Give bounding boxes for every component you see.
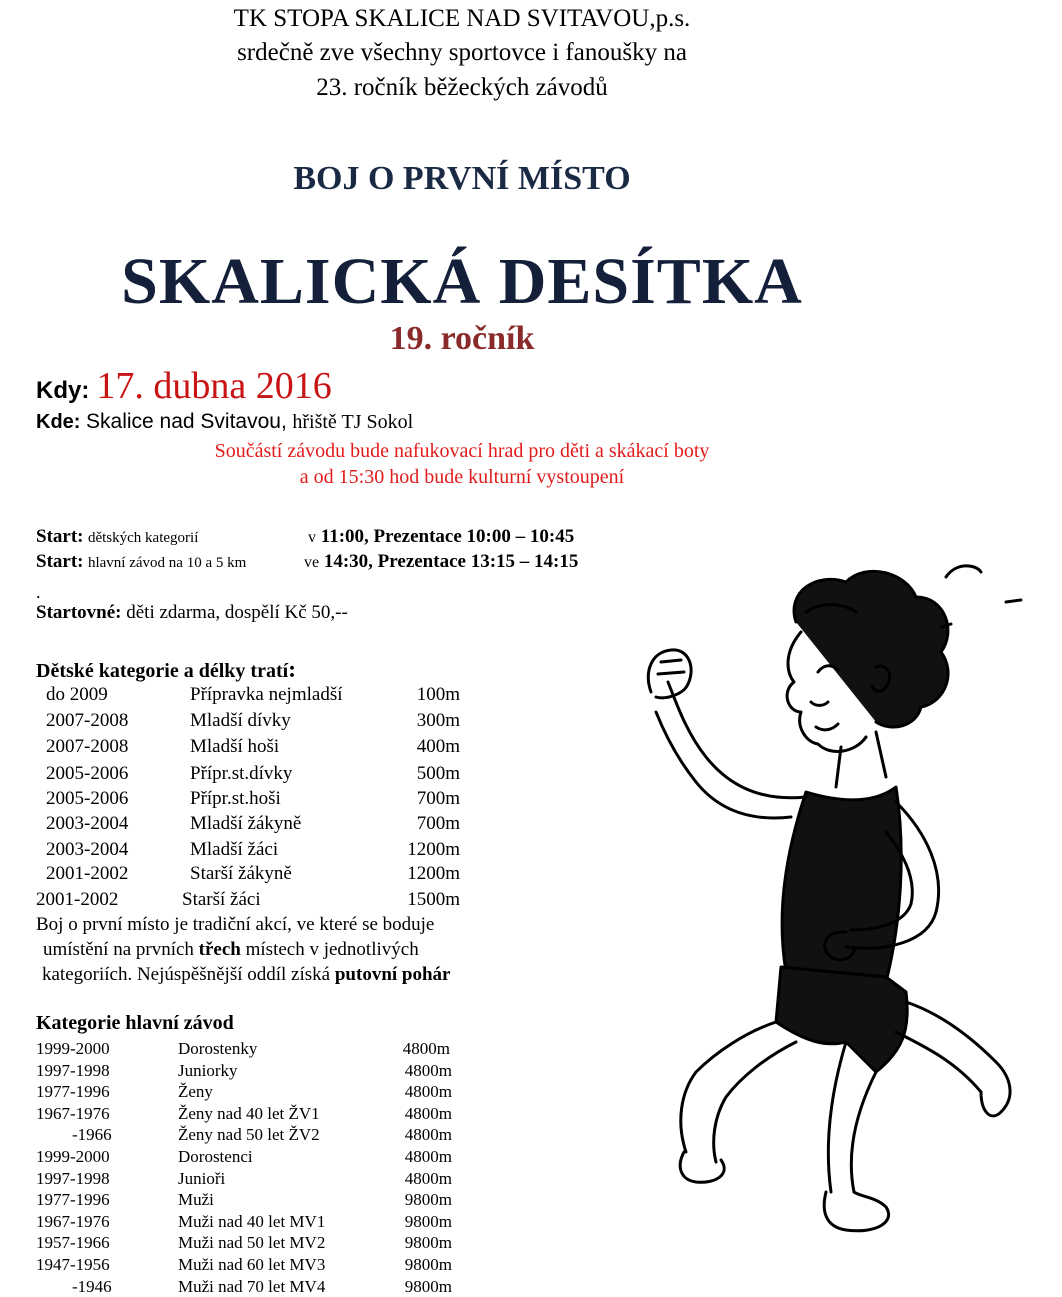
main-distance: 4800m	[402, 1039, 450, 1058]
main-category: Juniorky	[178, 1060, 238, 1080]
start-time-text: 11:00, Prezentace 10:00 – 10:45	[320, 526, 575, 547]
kids-category: Přípr.st.hoši	[190, 788, 281, 809]
header-line-3: 23. ročník běžeckých závodů	[316, 74, 608, 101]
stray-dot: .	[36, 582, 41, 602]
rules-emphasis: třech	[198, 939, 241, 960]
event-date: 17. dubna 2016	[96, 365, 332, 407]
when-line	[36, 364, 332, 408]
rules-text: kategoriích. Nejúspěšnější oddíl získá	[42, 964, 335, 985]
kids-year: 2007-2008	[46, 710, 129, 731]
start-time-text: 14:30, Prezentace 13:15 – 14:15	[323, 551, 579, 572]
rules-emphasis: putovní pohár	[334, 964, 451, 985]
main-distance: 4800m	[404, 1125, 452, 1145]
main-year: 1967-1976	[36, 1103, 110, 1123]
kids-year: 2001-2002	[36, 889, 119, 910]
main-category: Muži nad 70 let MV4	[178, 1276, 326, 1296]
fee-text: děti zdarma, dospělí Kč 50,--	[126, 602, 348, 623]
main-year: 1967-1976	[36, 1211, 110, 1231]
kids-year: 2003-2004	[46, 839, 129, 860]
kids-category: Starší žákyně	[190, 863, 292, 884]
main-distance: 9800m	[404, 1233, 452, 1253]
main-category: Ženy nad 50 let ŽV2	[178, 1125, 320, 1145]
main-year: 1957-1966	[36, 1233, 110, 1253]
main-distance: 9800m	[404, 1276, 452, 1296]
main-section-title: Kategorie hlavní závod	[36, 1012, 234, 1034]
kids-year: do 2009	[46, 684, 108, 705]
where-label: Kde:	[36, 411, 81, 433]
note-line-2: a od 15:30 hod bude kulturní vystoupení	[299, 466, 625, 488]
kids-distance: 300m	[416, 710, 460, 731]
main-category: Muži nad 40 let MV1	[178, 1211, 326, 1231]
main-distance: 4800m	[404, 1103, 452, 1123]
header-line-1: TK STOPA SKALICE NAD SVITAVOU,p.s.	[233, 5, 691, 32]
start-time	[304, 551, 578, 573]
kids-category: Mladší žáci	[190, 839, 279, 860]
kids-category: Přípr.st.dívky	[190, 763, 293, 784]
rules-text: umístění na prvních	[43, 939, 199, 960]
where-line	[36, 410, 413, 434]
kids-section-title	[36, 657, 296, 684]
rules-line-1: Boj o první místo je tradiční akcí, ve které se boduje	[36, 914, 435, 935]
where-venue: hřiště TJ Sokol	[292, 411, 414, 433]
header-line-2: srdečně zve všechny sportovce i fanoušky na	[237, 39, 687, 66]
rules-paragraph	[36, 912, 506, 987]
start-label: Start:	[36, 526, 84, 547]
main-category: Dorostenci	[178, 1147, 253, 1166]
rules-line-2	[36, 937, 506, 962]
main-year: 1999-2000	[36, 1147, 110, 1166]
main-distance: 9800m	[404, 1255, 452, 1274]
note-line-1: Součástí závodu bude nafukovací hrad pro děti a skákací boty	[214, 440, 710, 462]
kids-category: Mladší dívky	[190, 710, 291, 731]
main-category: Muži	[178, 1190, 214, 1210]
main-category: Dorostenky	[178, 1039, 258, 1058]
main-distance: 4800m	[404, 1060, 452, 1080]
kids-distance: 1200m	[407, 839, 460, 860]
kids-year: 2005-2006	[46, 763, 129, 784]
main-category: Muži nad 50 let MV2	[178, 1233, 326, 1253]
main-distance: 9800m	[404, 1190, 452, 1210]
main-year: 1997-1998	[36, 1060, 110, 1080]
main-distance: 4800m	[404, 1168, 452, 1188]
kids-distance: 1500m	[407, 889, 460, 910]
main-distance: 4800m	[404, 1147, 452, 1166]
rules-line-3	[36, 962, 506, 987]
runner-illustration	[556, 552, 1026, 1242]
event-title: SKALICKÁ DESÍTKA	[121, 245, 803, 318]
main-year: 1977-1996	[36, 1082, 110, 1102]
event-edition: 19. ročník	[389, 320, 535, 357]
start-main	[36, 551, 636, 573]
kids-category: Přípravka nejmladší	[190, 684, 343, 705]
kids-distance: 100m	[416, 684, 460, 705]
kids-distance: 1200m	[407, 863, 460, 884]
event-subtitle: BOJ O PRVNÍ MÍSTO	[293, 160, 631, 197]
main-year: -1946	[72, 1276, 112, 1296]
kids-title-text: Dětské kategorie a délky tratí	[36, 660, 289, 682]
kids-title-colon: :	[288, 657, 297, 683]
kids-category: Mladší hoši	[190, 736, 280, 757]
main-distance: 9800m	[404, 1211, 452, 1231]
main-category: Muži nad 60 let MV3	[178, 1255, 326, 1274]
main-year: 1977-1996	[36, 1190, 110, 1210]
kids-distance: 700m	[416, 788, 460, 809]
start-fee	[36, 602, 348, 624]
start-prefix: ve	[304, 554, 320, 571]
main-category: Junioři	[178, 1168, 226, 1188]
main-category: Ženy nad 40 let ŽV1	[178, 1103, 320, 1123]
where-place: Skalice nad Svitavou,	[86, 410, 287, 433]
main-year: -1966	[72, 1125, 112, 1145]
kids-year: 2005-2006	[46, 788, 129, 809]
main-year: 1997-1998	[36, 1168, 110, 1188]
start-what: dětských kategorií	[87, 530, 199, 546]
main-category: Ženy	[178, 1082, 213, 1102]
when-label: Kdy:	[36, 377, 90, 404]
start-what: hlavní závod na 10 a 5 km	[87, 555, 247, 571]
kids-distance: 400m	[416, 736, 460, 757]
kids-year: 2001-2002	[46, 863, 129, 884]
kids-year: 2003-2004	[46, 813, 129, 834]
kids-distance: 700m	[416, 813, 460, 834]
start-prefix: v	[308, 529, 316, 546]
kids-distance: 500m	[416, 763, 460, 784]
main-distance: 4800m	[404, 1082, 452, 1102]
fee-label: Startovné:	[36, 602, 122, 623]
main-year: 1999-2000	[36, 1039, 110, 1058]
kids-category: Starší žáci	[182, 889, 261, 910]
start-time	[308, 526, 574, 548]
start-kids	[36, 526, 636, 548]
kids-category: Mladší žákyně	[190, 813, 302, 834]
start-label: Start:	[36, 551, 84, 572]
main-year: 1947-1956	[36, 1255, 110, 1274]
kids-year: 2007-2008	[46, 736, 129, 757]
rules-text: místech v jednotlivých	[240, 939, 419, 960]
